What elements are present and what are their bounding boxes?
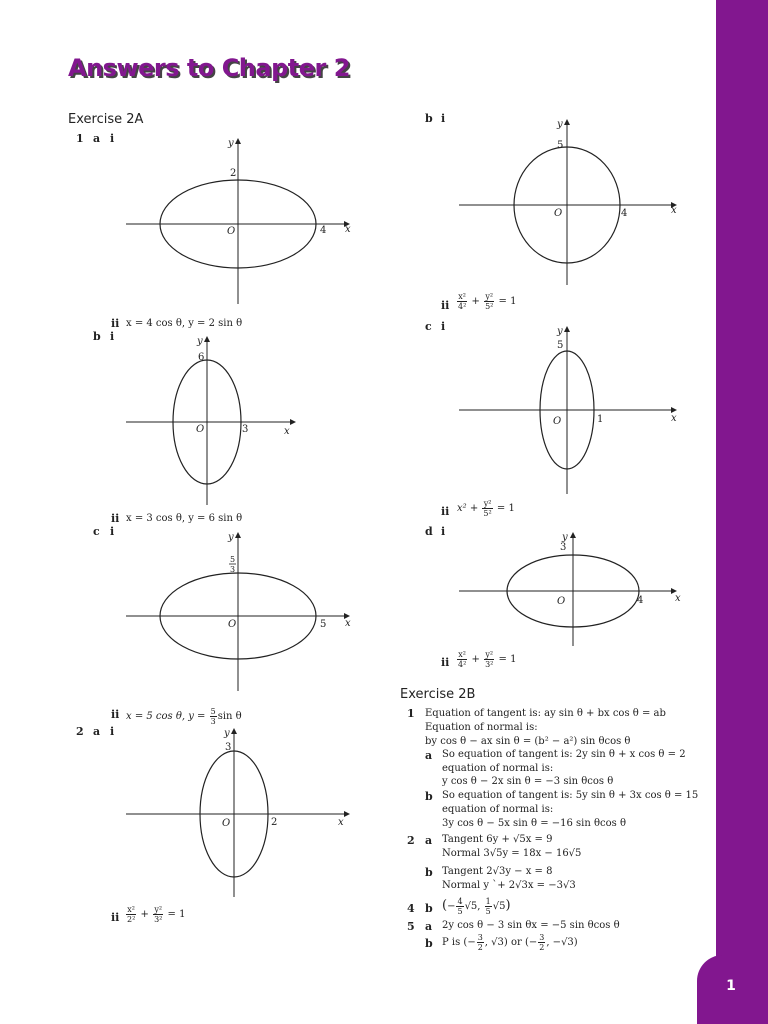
y-axis-label: y bbox=[557, 119, 563, 130]
question-number: 1 bbox=[76, 132, 84, 145]
part-label: a bbox=[425, 920, 433, 933]
denominator: 3² bbox=[485, 660, 494, 669]
numerator: 3 bbox=[477, 933, 483, 942]
y-tick-label: 5 bbox=[557, 340, 564, 351]
ellipse-graph-1b bbox=[120, 330, 310, 510]
fraction bbox=[482, 499, 492, 518]
answer-line: Equation of normal is: bbox=[425, 722, 538, 733]
answer-line: So equation of tangent is: 2y sin θ + x cos θ = 2 bbox=[442, 749, 686, 760]
subpart-label: ii bbox=[441, 656, 450, 669]
answer-text: x = 3 cos θ, y = 6 sin θ bbox=[126, 513, 243, 524]
fraction bbox=[126, 905, 136, 924]
origin-label: O bbox=[553, 416, 562, 427]
root-term: √5, bbox=[464, 901, 484, 912]
part-label: a bbox=[425, 749, 433, 762]
answer-line: y cos θ − 2x sin θ = −3 sin θcos θ bbox=[442, 776, 614, 787]
y-axis-label: y bbox=[224, 728, 230, 739]
denominator: 2 bbox=[539, 943, 545, 952]
equation-lhs: x² + bbox=[457, 503, 479, 514]
numerator: y² bbox=[485, 292, 494, 301]
operator: + bbox=[140, 909, 149, 920]
origin-label: O bbox=[196, 424, 205, 435]
x-tick-label: 3 bbox=[242, 424, 249, 435]
equals-one: = 1 bbox=[167, 909, 186, 920]
y-tick-label: 2 bbox=[230, 168, 237, 179]
denominator: 4² bbox=[458, 302, 467, 311]
part-label: b bbox=[425, 112, 433, 125]
denominator: 3² bbox=[154, 915, 163, 924]
part-label: b bbox=[425, 937, 433, 950]
numerator: x² bbox=[458, 292, 466, 301]
answer-line: Equation of tangent is: ay sin θ + bx cos θ = ab bbox=[425, 708, 666, 719]
sidebar-bar bbox=[716, 0, 768, 1024]
y-tick-numerator: 5 bbox=[230, 555, 236, 564]
subpart-label: ii bbox=[111, 512, 120, 525]
x-tick-label: 4 bbox=[320, 225, 327, 236]
exercise-2a-heading: Exercise 2A bbox=[68, 112, 144, 127]
answer-text: x = 4 cos θ, y = 2 sin θ bbox=[126, 318, 243, 329]
equation bbox=[457, 499, 515, 518]
fraction bbox=[457, 292, 467, 311]
answer-line: Tangent 2√3y − x = 8 bbox=[442, 866, 553, 877]
origin-label: O bbox=[554, 208, 563, 219]
equation bbox=[456, 650, 516, 669]
answer-text: P is (− bbox=[442, 937, 476, 948]
answer-text: x = 5 cos θ, y = bbox=[126, 711, 209, 722]
denominator: 4² bbox=[458, 660, 467, 669]
answer-line: equation of normal is: bbox=[442, 804, 554, 815]
subpart-label: i bbox=[441, 112, 446, 125]
fraction bbox=[538, 933, 545, 952]
page-number: 1 bbox=[726, 978, 736, 994]
question-number: 4 bbox=[407, 902, 415, 915]
sign: − bbox=[447, 901, 456, 912]
y-tick-label: 5 bbox=[557, 140, 564, 151]
bracket: ) bbox=[505, 898, 511, 913]
ellipse-graph-1c bbox=[120, 526, 360, 696]
bracket: ( bbox=[442, 898, 448, 913]
x-tick-label: 2 bbox=[271, 817, 278, 828]
x-axis-arrow bbox=[290, 419, 296, 425]
subpart-label: i bbox=[441, 320, 446, 333]
fraction bbox=[484, 650, 494, 669]
x-tick-label: 5 bbox=[320, 619, 327, 630]
ellipse-graph-2a bbox=[120, 722, 360, 902]
part-label: a bbox=[93, 725, 101, 738]
y-axis-label: y bbox=[557, 326, 563, 337]
numerator: 4 bbox=[457, 897, 463, 906]
answer-line: Normal 3√5y = 18x − 16√5 bbox=[442, 848, 582, 859]
equals-one: = 1 bbox=[496, 503, 515, 514]
part-label: a bbox=[93, 132, 101, 145]
part-label: b bbox=[425, 902, 433, 915]
fraction bbox=[456, 897, 463, 916]
answer-line: by cos θ − ax sin θ = (b² − a²) sin θcos θ bbox=[425, 736, 631, 747]
part-label: c bbox=[425, 320, 432, 333]
answer-line: 3y cos θ − 5x sin θ = −16 sin θcos θ bbox=[442, 818, 626, 829]
numerator: x² bbox=[127, 905, 135, 914]
origin-label: O bbox=[557, 596, 566, 607]
denominator: 5 bbox=[485, 907, 491, 916]
circle-graph-b bbox=[455, 113, 685, 293]
numerator: x² bbox=[458, 650, 466, 659]
y-tick-label: 6 bbox=[198, 352, 205, 363]
equation bbox=[456, 292, 516, 311]
origin-label: O bbox=[228, 619, 237, 630]
ellipse-graph-1a bbox=[120, 132, 360, 307]
denominator: 3 bbox=[210, 717, 216, 726]
x-axis-label: x bbox=[338, 817, 344, 828]
subpart-label: ii bbox=[111, 708, 120, 721]
denominator: 5 bbox=[457, 907, 463, 916]
part-label: b bbox=[93, 330, 101, 343]
denominator: 2 bbox=[477, 943, 483, 952]
subpart-label: i bbox=[110, 725, 115, 738]
x-axis-label: x bbox=[284, 426, 290, 437]
y-tick-denominator: 3 bbox=[230, 565, 236, 574]
root-term: √5 bbox=[492, 901, 506, 912]
numerator: 3 bbox=[539, 933, 545, 942]
y-axis-arrow bbox=[564, 119, 570, 125]
answer-line bbox=[442, 933, 578, 952]
answer-line: 2y cos θ − 3 sin θx = −5 sin θcos θ bbox=[442, 920, 620, 931]
part-label: a bbox=[425, 834, 433, 847]
page-title: Answers to Chapter 2 bbox=[68, 54, 350, 82]
question-number: 2 bbox=[76, 725, 84, 738]
x-axis-label: x bbox=[671, 205, 677, 216]
subpart-label: i bbox=[441, 525, 446, 538]
operator: + bbox=[471, 654, 480, 665]
y-axis-arrow bbox=[204, 336, 210, 342]
x-tick-label: 4 bbox=[637, 595, 644, 606]
numerator: y² bbox=[485, 650, 494, 659]
y-axis-label: y bbox=[197, 336, 203, 347]
operator: + bbox=[471, 296, 480, 307]
origin-label: O bbox=[222, 818, 231, 829]
part-label: c bbox=[93, 525, 100, 538]
numerator: y² bbox=[483, 499, 492, 508]
exercise-2b-heading: Exercise 2B bbox=[400, 687, 476, 702]
answer-text: , −√3) bbox=[546, 937, 578, 948]
equals-one: = 1 bbox=[498, 654, 517, 665]
answer-line bbox=[442, 897, 511, 916]
y-axis-label: y bbox=[228, 532, 234, 543]
y-axis-arrow bbox=[570, 532, 576, 538]
equation bbox=[125, 905, 185, 924]
part-label: b bbox=[425, 866, 433, 879]
y-axis-label: y bbox=[228, 138, 234, 149]
y-axis-label: y bbox=[562, 532, 568, 543]
x-axis-label: x bbox=[671, 413, 677, 424]
subpart-label: ii bbox=[111, 317, 120, 330]
fraction bbox=[457, 650, 467, 669]
question-number: 1 bbox=[407, 707, 415, 720]
x-axis-label: x bbox=[345, 618, 351, 629]
subpart-label: ii bbox=[441, 505, 450, 518]
x-axis-label: x bbox=[675, 593, 681, 604]
fraction bbox=[485, 897, 492, 916]
answer-line: Tangent 6y + √5x = 9 bbox=[442, 834, 553, 845]
fraction bbox=[484, 292, 494, 311]
subpart-label: i bbox=[110, 330, 115, 343]
y-axis-arrow bbox=[235, 532, 241, 538]
numerator: 5 bbox=[210, 707, 216, 716]
ellipse-graph-c bbox=[455, 320, 685, 500]
subpart-label: i bbox=[110, 525, 115, 538]
numerator: y² bbox=[154, 905, 163, 914]
answer-line: Normal y `+ 2√3x = −3√3 bbox=[442, 880, 576, 891]
y-axis-arrow bbox=[564, 326, 570, 332]
equals-one: = 1 bbox=[498, 296, 517, 307]
x-tick-label: 4 bbox=[621, 208, 628, 219]
ellipse-graph-d bbox=[455, 526, 685, 656]
origin-label: O bbox=[227, 226, 236, 237]
subpart-label: ii bbox=[441, 299, 450, 312]
question-number: 5 bbox=[407, 920, 415, 933]
y-tick-label: 3 bbox=[225, 742, 232, 753]
part-label: d bbox=[425, 525, 433, 538]
x-tick-label: 1 bbox=[597, 414, 604, 425]
y-axis-arrow bbox=[235, 138, 241, 144]
question-number: 2 bbox=[407, 834, 415, 847]
x-axis-arrow bbox=[344, 811, 350, 817]
denominator: 5² bbox=[483, 509, 492, 518]
subpart-label: ii bbox=[111, 911, 120, 924]
fraction bbox=[153, 905, 163, 924]
answer-text: , √3) or (− bbox=[484, 937, 538, 948]
answer-line: equation of normal is: bbox=[442, 763, 554, 774]
y-tick-label: 3 bbox=[560, 542, 567, 553]
subpart-label: i bbox=[110, 132, 115, 145]
denominator: 5² bbox=[485, 302, 494, 311]
numerator: 1 bbox=[485, 897, 491, 906]
x-axis-label: x bbox=[345, 224, 351, 235]
answer-line: So equation of tangent is: 5y sin θ + 3x cos θ = 15 bbox=[442, 790, 699, 801]
denominator: 2² bbox=[127, 915, 136, 924]
answer-text: sin θ bbox=[217, 711, 242, 722]
fraction bbox=[477, 933, 484, 952]
part-label: b bbox=[425, 790, 433, 803]
y-axis-arrow bbox=[231, 728, 237, 734]
